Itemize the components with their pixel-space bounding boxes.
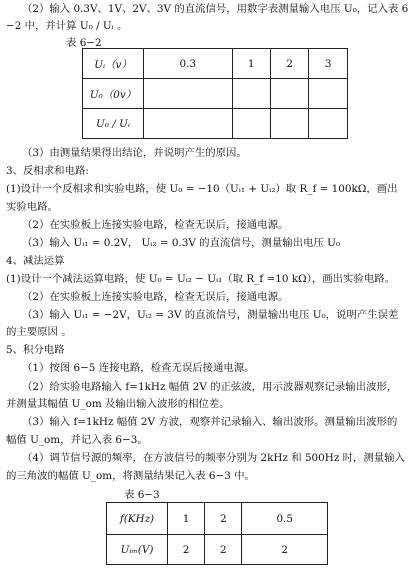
table-cell: 0.5: [242, 503, 328, 535]
table-cell: [270, 109, 308, 139]
text-line: 并测量其幅值 U_om 及输出输入波形的相位差。: [6, 398, 230, 410]
text-line: （3）输入 Uᵢ₁ = 0.2V， Uᵢ₂ = 0.3V 的直流信号，测量输出电压 U₀: [22, 237, 341, 249]
section-heading: 5、积分电路: [6, 344, 65, 356]
text-line: 幅值 U_om，并记入表 6−3。: [6, 434, 148, 446]
text-line: （3）由测量结果得出结论，并说明产生的原因。: [22, 147, 247, 159]
text-line: 的主要原因 。: [6, 326, 72, 338]
table-cell: [309, 79, 348, 109]
table-cell: [144, 109, 233, 139]
table-6-3: [106, 502, 328, 565]
text-line: (1)设计一个减法运算电路，使 U₀ = Uᵢ₂ − Uᵢ₁（取 R_f =10 kΩ），画出实验电路。: [6, 273, 395, 285]
table-cell: 2: [205, 503, 242, 535]
table-cell: 0.3: [144, 49, 233, 79]
table-cell: 2: [205, 535, 242, 565]
text-line: （2）输入 0.3V、1V、2V、3V 的直流信号，用数字表测量输入电压 U₀，记入表 6: [22, 3, 409, 15]
table-cell: [309, 109, 348, 139]
section-heading: 4、减法运算: [6, 255, 65, 267]
table-cell: [232, 109, 270, 139]
text-line: 实验电路。: [6, 201, 58, 213]
table-cell: 3: [309, 49, 348, 79]
text-line: （3）输入 Uᵢ₁ = −2V，Uᵢ₂ = 3V 的直流信号，测量输出电压 U₀，说明产生误差: [22, 309, 399, 321]
table-caption: 表 6−2: [66, 37, 102, 49]
table-header-cell: U₀（0v）: [83, 79, 144, 109]
text-line: （2）在实验板上连接实验电路，检查无误后，接通电源。: [22, 291, 289, 303]
section-heading: 3、反相求和电路:: [6, 165, 89, 177]
table-cell: 1: [232, 49, 270, 79]
table-cell: [144, 79, 233, 109]
text-line: （2）给实验电路输入 f=1kHz 幅值 2V 的正弦波，用示波器观察记录输出波形，: [22, 381, 398, 393]
text-line: (1)设计一个反相求和实验电路，使 U₀ = −10（Uᵢ₁ + Uᵢ₂）取 R_f = 100kΩ，画出: [6, 183, 398, 195]
text-line: （2）在实验板上连接实验电路，检查无误后，接通电源。: [22, 219, 289, 231]
table-header-cell: Uᵢₘ(V): [107, 535, 168, 565]
text-line: （3）输入 f=1kHz 幅值 2V 方波，观察并记录输入、输出波形。测量输出波形的: [22, 416, 398, 428]
table-cell: 1: [168, 503, 205, 535]
text-line: 的三角波的幅值 U_om，将测量结果记入表 6−3 中。: [6, 470, 255, 482]
table-6-2: [82, 48, 348, 139]
table-header-cell: f(KHz): [107, 503, 168, 535]
text-line: （1）按图 6−5 连接电路，检查无误后接通电源。: [22, 362, 255, 374]
table-cell: [270, 79, 308, 109]
table-header-cell: U₀ / Uᵢ: [83, 109, 144, 139]
text-line: −2 中，并计算 U₀ / Uᵢ 。: [6, 20, 128, 32]
text-line: （4）调节信号源的频率，在方波信号的频率分别为 2kHz 和 500Hz 时，测量输入: [22, 452, 405, 464]
table-cell: [232, 79, 270, 109]
table-header-cell: Uᵢ（v）: [83, 49, 144, 79]
table-cell: 2: [270, 49, 308, 79]
table-cell: 2: [168, 535, 205, 565]
table-caption: 表 6−3: [124, 489, 160, 501]
table-cell: 2: [242, 535, 328, 565]
